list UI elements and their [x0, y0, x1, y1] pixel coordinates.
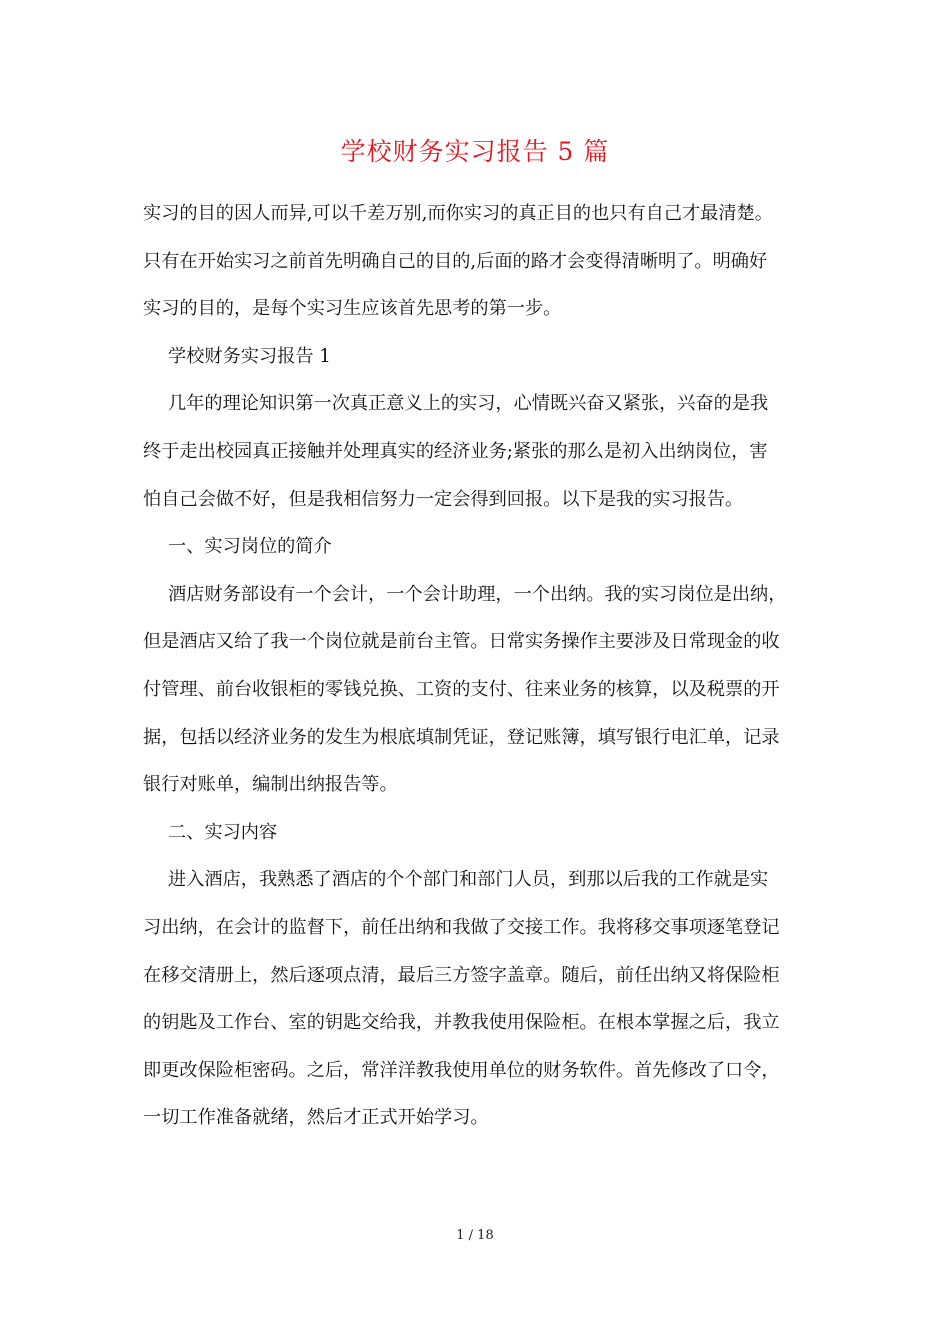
text-line: 实习的目的，是每个实习生应该首先思考的第一步。	[143, 298, 562, 320]
text-line: 实习的目的因人而异,可以千差万别,而你实习的真正目的也只有自己才最清楚。	[143, 203, 773, 224]
text-line: 即更改保险柜密码。之后，常洋洋教我使用单位的财务软件。首先修改了口令，	[143, 1059, 780, 1081]
section-heading-1: 一、实习岗位的简介	[168, 536, 332, 558]
text-line: 进入酒店，我熟悉了酒店的个个部门和部门人员，到那以后我的工作就是实	[168, 869, 769, 891]
text-line: 付管理、前台收银柜的零钱兑换、工资的支付、往来业务的核算，以及税票的开	[143, 678, 780, 700]
text-line: 银行对账单，编制出纳报告等。	[143, 774, 398, 796]
text-line: 在移交清册上，然后逐项点清，最后三方签字盖章。随后，前任出纳又将保险柜	[143, 964, 780, 986]
text-line: 终于走出校园真正接触并处理真实的经济业务;紧张的那么是初入出纳岗位，害	[143, 440, 768, 462]
document-title: 学校财务实习报告 5 篇	[340, 137, 610, 166]
text-line: 但是酒店又给了我一个岗位就是前台主管。日常实务操作主要涉及日常现金的收	[143, 631, 780, 653]
text-line: 几年的理论知识第一次真正意义上的实习，心情既兴奋又紧张，兴奋的是我	[168, 393, 769, 415]
text-line: 只有在开始实习之前首先明确自己的目的,后面的路才会变得清晰明了。明确好	[143, 250, 768, 272]
section-heading-2: 二、实习内容	[168, 821, 278, 843]
document-body	[143, 190, 808, 1142]
text-line: 的钥匙及工作台、室的钥匙交给我，并教我使用保险柜。在根本掌握之后，我立	[143, 1012, 780, 1034]
section-heading-report-1: 学校财务实习报告 1	[168, 345, 331, 367]
text-line: 一切工作准备就绪，然后才正式开始学习。	[143, 1107, 489, 1129]
text-line: 酒店财务部设有一个会计，一个会计助理，一个出纳。我的实习岗位是出纳，	[168, 583, 787, 605]
text-line: 习出纳，在会计的监督下，前任出纳和我做了交接工作。我将移交事项逐笔登记	[143, 916, 780, 938]
page-number: 1 / 18	[456, 1228, 494, 1243]
text-line: 怕自己会做不好，但是我相信努力一定会得到回报。以下是我的实习报告。	[143, 488, 744, 510]
text-line: 据，包括以经济业务的发生为根底填制凭证，登记账簿，填写银行电汇单，记录	[143, 726, 780, 748]
